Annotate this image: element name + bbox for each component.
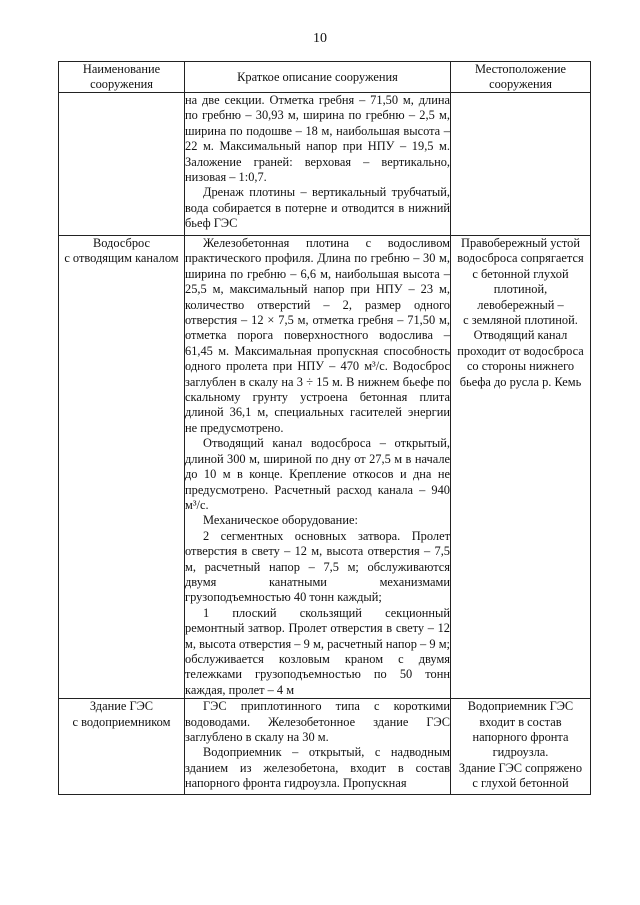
location-line: с глухой бетонной	[472, 776, 569, 791]
row-location-cell	[451, 236, 591, 699]
header-description: Краткое описание сооружения	[185, 62, 451, 93]
location-line: Водоприемник ГЭС	[467, 699, 574, 714]
description-paragraph: Водоприемник – открытый, с надводным зданием из железобетона, входит в состав напорного фронта гидроузла. Пропускная	[185, 745, 450, 791]
header-name-line: Наименование	[82, 62, 161, 76]
row-name-line: Водосброс	[92, 236, 151, 250]
row-name-line: с отводящим каналом	[64, 251, 179, 266]
table-row	[59, 236, 591, 699]
description-paragraph: 1 плоский скользящий секционный ремонтный затвор. Пролет отверстия в свету – 12 м, высота отверстия – 9 м, расчетный напор – 9 м; обслуживается козловым краном с двумя тележками грузоподъемностью по 50 тонн каждая, пролет – 4 м	[185, 605, 450, 697]
location-line: гидроузла.	[492, 745, 549, 760]
row-name-cell	[59, 236, 185, 699]
header-name-line: сооружения	[90, 77, 153, 91]
location-line: входит в состав	[479, 714, 562, 729]
description-paragraph: ГЭС приплотинного типа с короткими водоводами. Железобетонное здание ГЭС заглублено в скалу на 30 м.	[185, 699, 450, 744]
structures-table	[58, 61, 591, 795]
page-number: 10	[313, 31, 327, 46]
description-paragraph: 2 сегментных основных затвора. Пролет отверстия в свету – 12 м, высота отверстия – 7,5 м, расчетный напор – 7,5 м; обслуживаются двумя канатными механизмами грузоподъемностью 40 тонн каждый;	[185, 528, 450, 605]
table-row	[59, 699, 591, 795]
location-line: проходит от водосброса	[457, 343, 584, 358]
description-paragraph: Железобетонная плотина с водосливом практического профиля. Длина по гребню – 30 м, ширина по гребню – 6,6 м, наибольшая высота – 25,5 м, максимальный напор при НПУ – 23 м, количество отверстий – 2, размер одного отверстия – 12 × 7,5 м, отметка гребня – 71,50 м, отметка порога поверхностного водослива – 61,45 м. Максимальная пропускная способность одного пролета при НПУ – 470 м³/с. Водосброс заглублен в скалу на 3 ÷ 15 м. В нижнем бьефе по скальному грунту устроена бетонная плита длиной 36,1 м, специальных гасителей энергии не предусмотрено.	[185, 236, 450, 435]
row-location-cell	[451, 93, 591, 236]
row-name-cell	[59, 93, 185, 236]
header-location-line: Местоположение	[475, 62, 566, 76]
row-description-cell	[185, 93, 451, 236]
location-line: напорного фронта	[472, 730, 569, 744]
row-description-cell	[185, 236, 451, 699]
location-line: со стороны нижнего	[466, 359, 575, 374]
location-line: с бетонной глухой	[472, 266, 569, 281]
location-line: Отводящий канал	[473, 328, 568, 343]
row-name-cell	[59, 699, 185, 795]
header-location-line: сооружения	[489, 77, 552, 91]
location-line: бьефа до русла р. Кемь	[459, 374, 582, 389]
location-line: Здание ГЭС сопряжено	[458, 760, 583, 775]
row-name-line: Здание ГЭС	[89, 699, 154, 714]
header-location	[451, 62, 591, 93]
description-paragraph: Дренаж плотины – вертикальный трубчатый, вода собирается в потерне и отводится в нижний бьеф ГЭС	[185, 185, 450, 231]
location-line: плотиной,	[493, 282, 548, 297]
location-line: левобережный –	[477, 297, 564, 312]
table-row	[59, 93, 591, 236]
location-line: водосброса сопрягается	[457, 251, 584, 266]
description-paragraph: Механическое оборудование:	[203, 513, 358, 528]
table-header-row	[59, 62, 591, 93]
row-description-cell	[185, 699, 451, 795]
description-paragraph: на две секции. Отметка гребня – 71,50 м, длина по гребню – 30,93 м, ширина по гребню – 2,5 м, ширина по подошве – 18 м, наибольшая высота – 22 м. Максимальный напор при НПУ – 19,5 м. Заложение граней: верховая – вертикально, низовая – 1:0,7.	[185, 93, 450, 185]
row-location-cell	[451, 699, 591, 795]
description-paragraph: Отводящий канал водосброса – открытый, длиной 300 м, шириной по дну от 27,5 м в начале до 10 м в конце. Крепление откосов и дна не предусмотрено. Расчетный расход канала – 940 м³/с.	[185, 436, 450, 512]
location-line: с земляной плотиной.	[463, 313, 578, 328]
row-name-line: с водоприемником	[72, 714, 171, 729]
header-name	[59, 62, 185, 93]
location-line: Правобережный устой	[461, 236, 580, 250]
